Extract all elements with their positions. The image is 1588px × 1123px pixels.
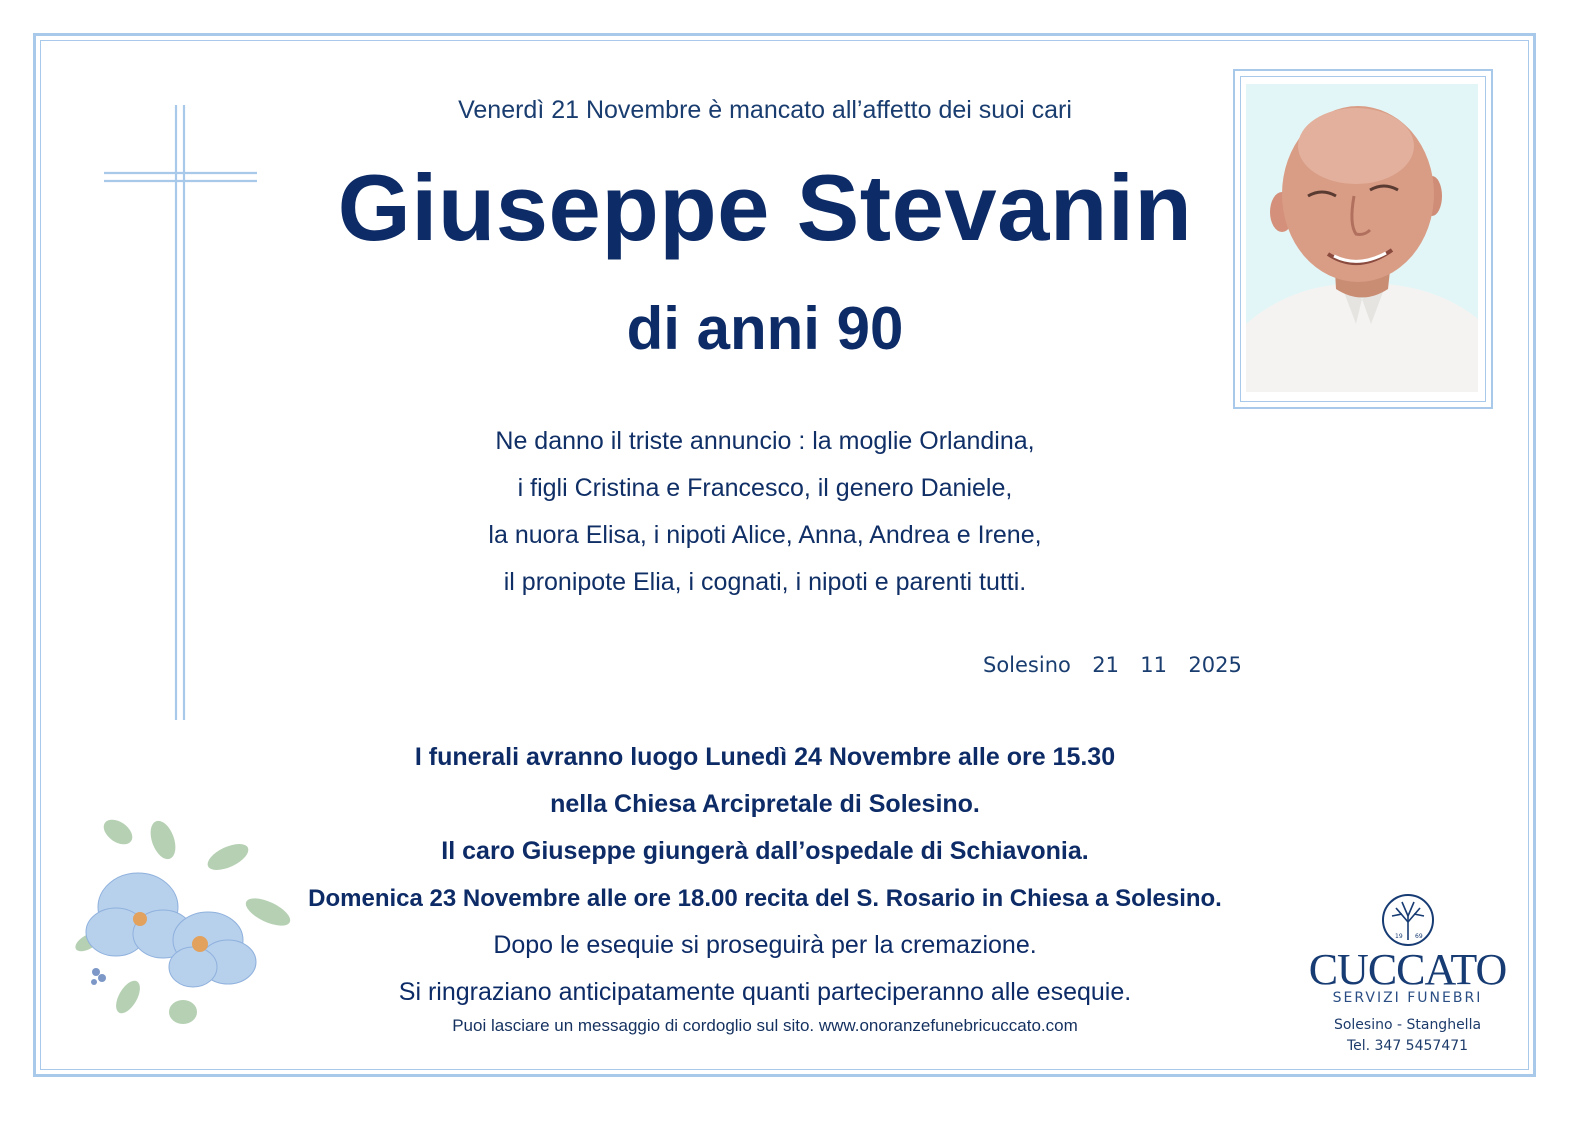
family-line: il pronipote Elia, i cognati, i nipoti e parenti tutti. <box>503 568 1027 596</box>
place-date: Solesino 21 11 2025 <box>983 653 1242 677</box>
logo-phone: Tel. 347 5457471 <box>1346 1038 1469 1054</box>
seal-year-right: 69 <box>1415 933 1423 940</box>
funeral-line: Domenica 23 Novembre alle ore 18.00 recita del S. Rosario in Chiesa a Solesino. <box>308 885 1222 912</box>
family-line: Ne danno il triste annuncio : la moglie Orlandina, <box>495 427 1035 455</box>
condolence-message: Puoi lasciare un messaggio di cordoglio sul sito. www.onoranzefunebricuccato.com <box>452 1016 1078 1035</box>
flower-bouquet-icon <box>68 812 300 1028</box>
logo-address: Solesino - Stanghella <box>1333 1017 1482 1033</box>
funeral-line: Dopo le esequie si proseguirà per la cremazione. <box>493 931 1037 959</box>
seal-year-left: 19 <box>1395 933 1403 940</box>
tree-logo-icon <box>1380 892 1436 948</box>
funeral-line: Si ringraziano anticipatamente quanti parteciperanno alle esequie. <box>398 978 1132 1006</box>
family-announcement <box>0 418 1530 606</box>
funeral-line: Il caro Giuseppe giungerà dall’ospedale di Schiavonia. <box>441 837 1089 865</box>
logo-contact <box>1290 1015 1525 1057</box>
deceased-name: Giuseppe Stevanin <box>337 155 1193 260</box>
portrait-photo <box>1246 84 1478 392</box>
family-line: la nuora Elisa, i nipoti Alice, Anna, Andrea e Irene, <box>488 521 1042 549</box>
deceased-age: di anni 90 <box>626 295 904 362</box>
funeral-line: nella Chiesa Arcipretale di Solesino. <box>550 790 980 818</box>
logo-subtitle: SERVIZI FUNEBRI <box>1332 990 1483 1006</box>
family-line: i figli Cristina e Francesco, il genero Daniele, <box>517 474 1013 502</box>
intro-text: Venerdì 21 Novembre è mancato all’affetto dei suoi cari <box>458 96 1072 124</box>
funeral-line: I funerali avranno luogo Lunedì 24 Novembre alle ore 15.30 <box>414 743 1116 771</box>
logo-name: CUCCATO <box>1308 945 1507 994</box>
